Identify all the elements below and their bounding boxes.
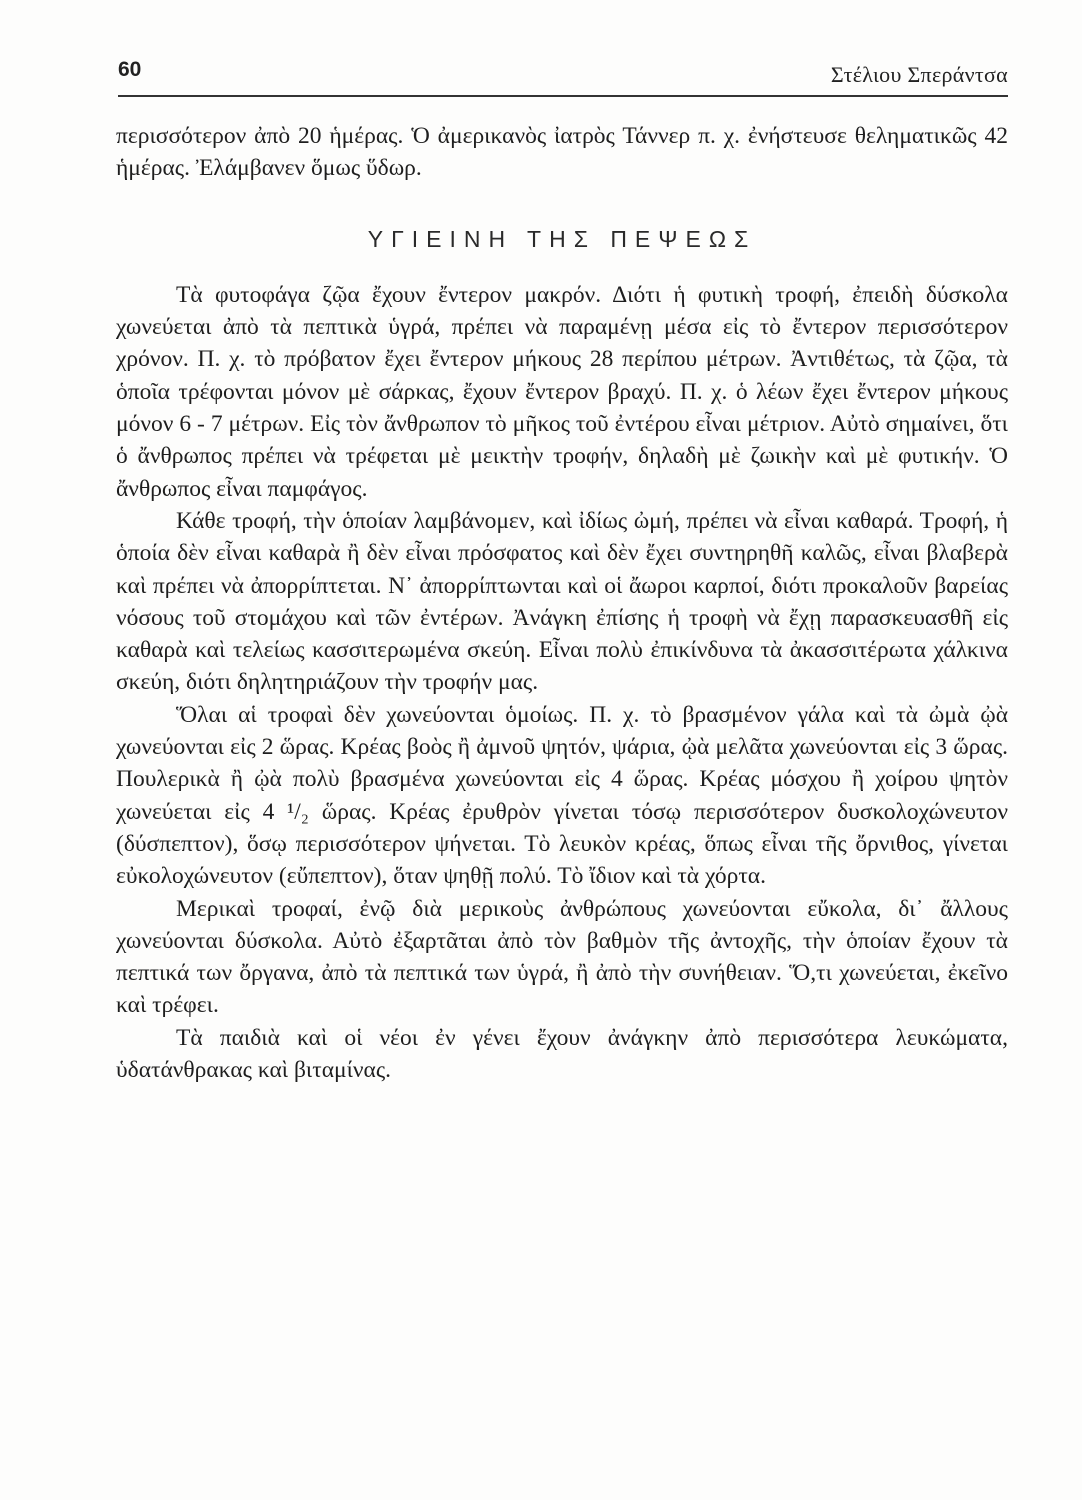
paragraph-clean-food: Κάθε τροφή, τὴν ὁποίαν λαμβάνομεν, καὶ ἰδίως ὠμή, πρέπει νὰ εἶναι καθαρά. Τροφή, ἡ ὁποία δὲν εἶναι καθαρὰ ἢ δὲν εἶναι πρόσφατος καὶ δὲν ἔχει συντηρηθῆ καλῶς, εἶναι βλαβερὰ καὶ πρέπει νὰ ἀπορρίπτεται. Ν᾽ ἀπορρίπτωνται καὶ οἱ ἄωροι καρποί, διότι προκαλοῦν βαρείας νόσους τοῦ στομάχου καὶ τῶν ἐντέρων. Ἀνάγκη ἐπίσης ἡ τροφὴ νὰ ἔχῃ παρασκευασθῆ εἰς καθαρὰ καὶ τελείως κασσιτερωμένα σκεύη. Εἶναι πολὺ ἐπικίνδυνα τὰ ἀκασσιτέρωτα χάλκινα σκεύη, διότι δηλητηριάζουν τὴν τροφήν μας. [116, 507, 1008, 696]
paragraph-continuation: περισσότερον ἀπὸ 20 ἡμέρας. Ὁ ἀμερικανὸς ἰατρὸς Τάννερ π. χ. ἐνήστευσε θεληματικῶς 42 ἡμέρας. Ἐλάμβανεν ὅμως ὕδωρ. [116, 123, 1008, 182]
page-header [118, 52, 1008, 92]
paragraph-intestine-length: Τὰ φυτοφάγα ζῷα ἔχουν ἔντερον μακρόν. Διότι ἡ φυτικὴ τροφή, ἐπειδὴ δύσκολα χωνεύεται ἀπὸ τὰ πεπτικὰ ὑγρά, πρέπει νὰ παραμένῃ μέσα εἰς τὸ ἔντερον περισσότερον χρόνον. Π. χ. τὸ πρόβατον ἔχει ἔντερον μήκους 28 περίπου μέτρων. Ἀντιθέτως, τὰ ζῷα, τὰ ὁποῖα τρέφονται μόνον μὲ σάρκας, ἔχουν ἔντερον βραχύ. Π. χ. ὁ λέων ἔχει ἔντερον μήκους μόνον 6 - 7 μέτρων. Εἰς τὸν ἄνθρωπον τὸ μῆκος τοῦ ἐντέρου εἶναι μέτριον. Αὐτὸ σημαίνει, ὅτι ὁ ἄνθρωπος πρέπει νὰ τρέφεται μὲ μεικτὴν τροφήν, δηλαδὴ μὲ ζωικὴν καὶ μὲ φυτικήν. Ὁ ἄνθρωπος εἶναι παμφάγος. [116, 281, 1008, 502]
paragraph-individual-digestion: Μερικαὶ τροφαί, ἐνῷ διὰ μερικοὺς ἀνθρώπους χωνεύονται εὔκολα, δι᾽ ἄλλους χωνεύονται δύσκολα. Αὐτὸ ἐξαρτᾶται ἀπὸ τὸν βαθμὸν τῆς ἀντοχῆς, τὴν ὁποίαν ἔχουν τὰ πεπτικά των ὄργανα, ἀπὸ τὰ πεπτικά των ὑγρά, ἢ ἀπὸ τὴν συνήθειαν. Ὅ,τι χωνεύεται, ἐκεῖνο καὶ τρέφει. [116, 895, 1008, 1019]
page-number: 60 [118, 58, 142, 81]
paragraph-digestion-times: Ὅλαι αἱ τροφαὶ δὲν χωνεύονται ὁμοίως. Π. χ. τὸ βρασμένον γάλα καὶ τὰ ὠμὰ ᾠὰ χωνεύονται εἰς 2 ὥρας. Κρέας βοὸς ἢ ἀμνοῦ ψητόν, ψάρια, ᾠὰ μελᾶτα χωνεύονται εἰς 3 ὥρας. Πουλερικὰ ἢ ᾠὰ πολὺ βρασμένα χωνεύονται εἰς 4 ὥρας. Κρέας μόσχου ἢ χοίρου ψητὸν χωνεύεται εἰς 4 ¹/₂ ὥρας. Κρέας ἐρυθρὸν γίνεται τόσῳ περισσότερον δυσκολοχώνευτον (δύσπεπτον), ὅσῳ περισσότερον ψήνεται. Τὸ λευκὸν κρέας, ὅπως εἶναι τῆς ὄρνιθος, γίνεται εὐκολοχώνευτον (εὔπεπτον), ὅταν ψηθῇ πολύ. Τὸ ἴδιον καὶ τὰ χόρτα. [116, 701, 1008, 890]
section-heading: ΥΓΙΕΙΝΗ ΤΗΣ ΠΕΨΕΩΣ [367, 225, 757, 252]
body-text [116, 120, 1008, 1086]
running-head: Στέλιου Σπεράντσα [830, 62, 1008, 87]
paragraph-children-needs: Τὰ παιδιὰ καὶ οἱ νέοι ἐν γένει ἔχουν ἀνάγκην ἀπὸ περισσότερα λευκώματα, ὑδατάνθρακας καὶ βιταμίνας. [116, 1024, 1008, 1084]
header-divider [118, 95, 1008, 97]
